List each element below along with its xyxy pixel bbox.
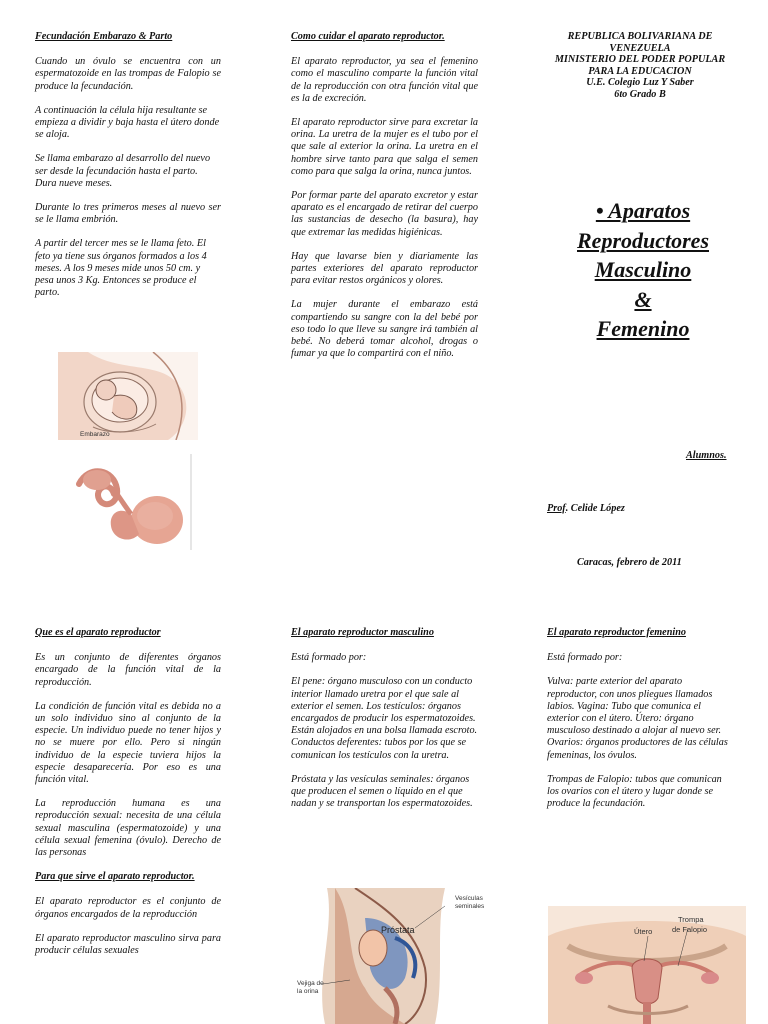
paragraph: Está formado por: [547,652,623,664]
paragraph: Por formar parte del aparato excretor y estar aparato es el encargado de retirar del cuerpo las sustancias de desecho (la basura), hay que extremar las medidas higiénicas. [291,190,478,238]
cuidado-section [291,31,478,372]
femenino-heading: El aparato reproductor femenino [547,627,686,638]
vejiga-label-2: la orina [297,988,319,995]
female-anatomy-image [548,906,746,1024]
date-line: Caracas, febrero de 2011 [577,557,682,568]
paragraph: El aparato reproductor sirve para excretar la orina. La uretra de la mujer es el tubo por el que sale al exterior la orina. La uretra en el hombre sirve tanto para que salga el semen como para que salga la orina, nunca juntos. [291,117,478,177]
title-line: & [634,286,652,312]
cover-title [548,196,738,344]
institution-line: 6to Grado B [614,88,666,100]
paragraph: Hay que lavarse bien y diariamente las partes exteriores del aparato reproductor para evitar restos orgánicos y olores. [291,250,478,287]
title-line: Reproductores [577,227,709,253]
institution-line: MINISTERIO DEL PODER POPULAR PARA LA EDUCACION [554,54,726,77]
institution-line: U.E. Colegio Luz Y Saber [586,77,694,89]
utero-label: Útero [634,927,653,936]
prostata-label: Próstata [381,925,415,935]
para-que-heading: Para que sirve el aparato reproductor. [35,871,195,883]
paragraph: Próstata y las vesículas seminales: órganos que producen el semen o líquido en el que nadan y se transportan los espermatozoides. [291,773,473,810]
fecundacion-heading: Fecundación Embarazo & Parto [35,31,173,42]
paragraph: La condición de función vital es debida no a un solo individuo sino al conjunto de la especie. Un individuo puede no tener hijos y no se muere por ello. Pero si ningún individuo de la especie tuviera hijos la especie desaparecería. Por eso es una función vital. [35,700,221,786]
prof-name: . Celide López [565,503,625,514]
institution-line: REPUBLICA BOLIVARIANA DE VENEZUELA [567,31,713,54]
prof-label: Prof [547,503,566,514]
fecundacion-section [35,31,221,311]
paragraph: Trompas de Falopio: tubos que comunican los ovarios con el útero y lugar donde se produce la fecundación. [547,773,722,810]
paragraph: La reproducción humana es una reproducción sexual: necesita de una célula sexual masculina (espermatozoide) y una célula sexual femenina (óvulo). Derecho de las personas [35,798,221,859]
que-es-section [35,627,221,969]
paragraph: Cuando un óvulo se encuentra con un espermatozoide en las trompas de Falopio se produce la fecundación. [35,56,221,92]
vejiga-label: Vejiga de [297,980,324,987]
paragraph: El aparato reproductor es el conjunto de órganos encargados de la reproducción [35,896,221,920]
masculino-section [291,627,478,822]
title-line: Masculino [594,257,692,282]
vesiculas-label-2: seminales [455,903,485,910]
alumnos-label: Alumnos. [686,450,727,461]
paragraph: Se llama embarazo al desarrollo del nuevo ser desde la fecundación hasta el parto. Dura nueve meses. [35,153,211,189]
paragraph: A continuación la célula hija resultante se empieza a dividir y baja hasta el útero donde se aloja. [35,104,220,141]
paragraph: El pene: órgano musculoso con un conducto interior llamado uretra por el que sale al exterior el semen. Los testículos: órganos encargados de producir los espermatozoides. Están alojados en una bolsa llamada escroto. Conductos deferentes: tubos por los que se comunican los testículos con la uretra. [291,676,478,761]
title-line: • Aparatos [595,198,691,223]
paragraph: El aparato reproductor, ya sea el femenino como el masculino comparte la función vital de la reproducción con otra función vital que es la de excreción. [291,56,478,104]
paragraph: El aparato reproductor masculino sirva para producir células sexuales [35,932,221,957]
paragraph: Durante lo tres primeros meses al nuevo ser se le llama embrión. [35,202,221,226]
paragraph: Vulva: parte exterior del aparato reproductor, con unos pliegues llamados labios. Vagina: Tubo que comunica el exterior con el útero. Útero: órgano musculoso destinado a alojar al nuevo ser. Ovarios: órganos productores de las células femeninas, los óvulos. [547,676,728,761]
pregnancy-image-label: Embarazo [80,431,110,438]
vesiculas-label: Vesículas [455,895,483,902]
paragraph: A partir del tercer mes se le llama feto. El feto ya tiene sus órganos formados a los 4 meses. A los 9 meses mide unos 50 cm. y pesa unos 3 Kg. Entonces se produce el parto. [35,238,207,299]
fetus-image [69,454,193,550]
pregnancy-image [58,352,198,440]
cuidado-heading: Como cuidar el aparato reproductor. [291,31,445,42]
masculino-heading: El aparato reproductor masculino [291,627,434,638]
trompa-label-2: de Falopio [672,925,708,934]
title-line: Femenino [596,316,690,341]
femenino-section [547,627,733,822]
paragraph: La mujer durante el embarazo está compartiendo su sangre con la del bebé por eso todo lo que lleve su sangre irá también al bebé. No deberá tomar alcohol, drogas o fumar ya que lo compartirá con el niño. [291,299,478,360]
professor-line [547,503,625,514]
paragraph: Es un conjunto de diferentes órganos encargado de la función vital de la reproducción. [35,652,221,688]
paragraph: Está formado por: [291,652,367,664]
trompa-label: Trompa [678,915,704,924]
male-anatomy-image [295,888,491,1024]
institution-header [545,31,735,101]
que-es-heading: Que es el aparato reproductor [35,627,161,638]
